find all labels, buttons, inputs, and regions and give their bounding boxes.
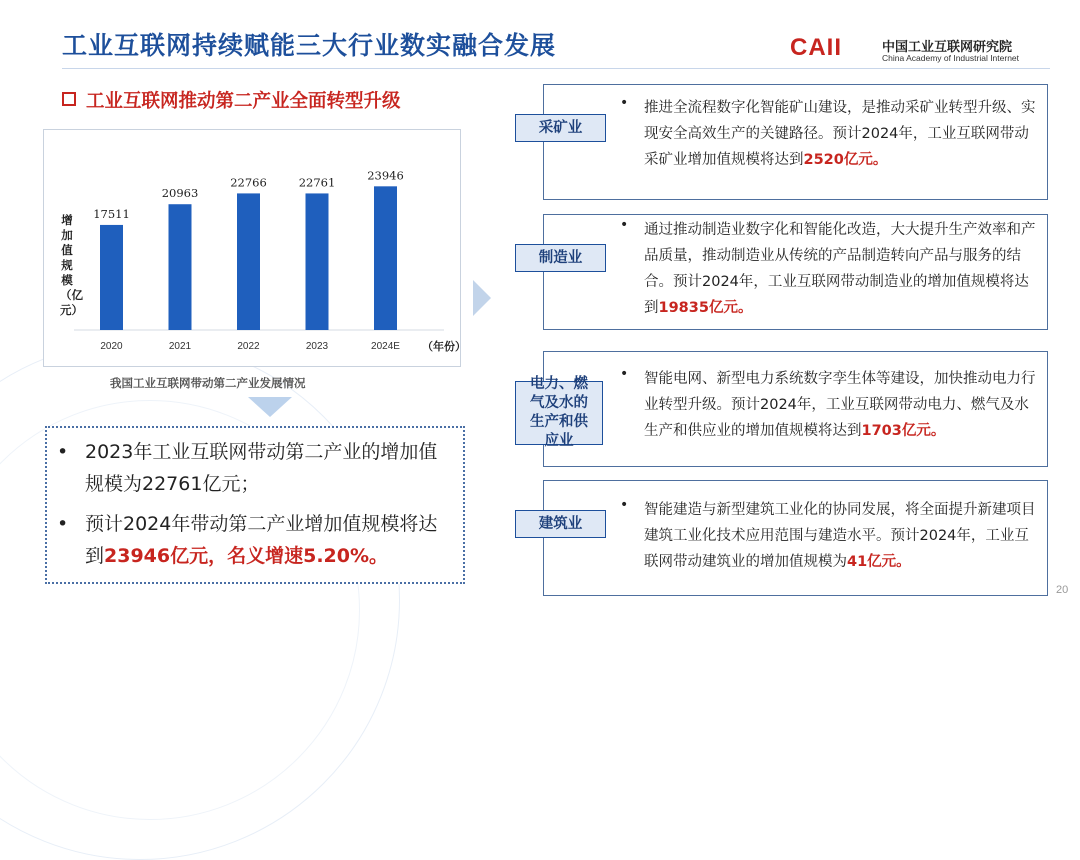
- bar-chart: [43, 129, 461, 367]
- panel-text: [644, 497, 1039, 575]
- panel-mining: [543, 84, 1048, 200]
- logo-mark-text: CAII: [790, 34, 842, 61]
- panel-text: [644, 95, 1039, 173]
- logo-name-en: China Academy of Industrial Internet: [882, 53, 1020, 63]
- panel-utilities: [543, 351, 1048, 467]
- panel-highlight: 41亿元。: [847, 554, 911, 570]
- chart-bar-2021: [169, 204, 192, 330]
- chart-data-label: 17511: [93, 206, 130, 221]
- tag-manufacturing: 制造业: [515, 244, 606, 272]
- summary-text: 2023年工业互联网带动第二产业的增加值规模为22761亿元；: [85, 441, 438, 495]
- panel-body: 智能建造与新型建筑工业化的协同发展，将全面提升新建项目建筑工业化技术应用范围与建造水平。预计2024年，工业互联网带动建筑业的增加值规模为: [644, 502, 1036, 570]
- panel-body: 推进全流程数字化智能矿山建设，是推动采矿业转型升级、实现安全高效生产的关键路径。预计2024年，工业互联网带动采矿业增加值规模将达到: [644, 100, 1036, 168]
- chart-data-label: 22766: [230, 175, 267, 190]
- logo-mark: [790, 34, 842, 62]
- tag-utilities: 电力、燃气及水的生产和供应业: [515, 381, 603, 445]
- page-title: 工业互联网持续赋能三大行业数实融合发展: [62, 31, 557, 60]
- bullet-icon: •: [57, 441, 69, 463]
- panel-body: 智能电网、新型电力系统数字孪生体等建设，加快推动电力行业转型升级。预计2024年，工业互联网带动电力、燃气及水生产和供应业的增加值规模将达到: [644, 371, 1036, 439]
- chart-x-tick-label: 2023: [305, 341, 329, 352]
- chart-x-axis-unit: （年份）: [422, 340, 466, 353]
- bullet-icon: •: [57, 513, 69, 535]
- chart-y-axis-label: 增加值规模（亿元）: [60, 213, 83, 317]
- page-number: 20: [1056, 584, 1069, 596]
- chart-data-label: 20963: [161, 186, 199, 201]
- chart-bar-2023: [306, 193, 329, 330]
- chart-bar-2022: [237, 193, 260, 330]
- panel-text: [644, 217, 1039, 321]
- summary-text: [85, 508, 445, 572]
- panel-construction: [543, 480, 1048, 596]
- summary-box: [45, 426, 465, 584]
- panel-highlight: 2520亿元。: [803, 152, 888, 168]
- panel-highlight: 19835亿元。: [658, 300, 753, 316]
- chart-x-tick-label: 2021: [168, 341, 192, 352]
- panel-body: 通过推动制造业数字化和智能化改造，大大提升生产效率和产品质量，推动制造业从传统的产品制造转向产品与服务的结合。预计2024年，工业互联网带动制造业的增加值规模将达到: [644, 222, 1036, 316]
- chart-x-tick-label: 2020: [100, 341, 123, 352]
- chart-data-label: 22761: [298, 175, 336, 190]
- summary-highlight: 23946亿元，名义增速5.20%。: [104, 545, 389, 567]
- bullet-icon: •: [620, 217, 629, 233]
- section-title: 工业互联网推动第二产业全面转型升级: [86, 91, 401, 112]
- square-bullet-icon: [62, 92, 76, 106]
- chart-canvas: [44, 130, 462, 368]
- panel-manufacturing: [543, 214, 1048, 330]
- down-arrow-icon: [248, 397, 292, 417]
- panel-highlight: 1703亿元。: [861, 423, 946, 439]
- chart-x-tick-label: 2024E: [371, 341, 400, 352]
- chart-bar-2020: [100, 225, 123, 330]
- logo-name-cn: 中国工业互联网研究院: [882, 40, 1013, 55]
- bullet-icon: •: [620, 497, 629, 513]
- bullet-icon: •: [620, 95, 629, 111]
- chart-caption: 我国工业互联网带动第二产业发展情况: [110, 376, 306, 390]
- tag-mining: 采矿业: [515, 114, 606, 142]
- panel-text: [644, 366, 1039, 444]
- tag-construction: 建筑业: [515, 510, 606, 538]
- header-divider: [62, 68, 1050, 69]
- bullet-icon: •: [620, 366, 629, 382]
- summary-text-prefix: 预计2024年带动第二产业增加值规模将达到: [85, 513, 438, 567]
- chart-data-label: 23946: [367, 168, 404, 183]
- chart-x-tick-label: 2022: [237, 341, 260, 352]
- chart-bar-2024E: [374, 186, 397, 330]
- right-arrow-icon: [473, 280, 491, 316]
